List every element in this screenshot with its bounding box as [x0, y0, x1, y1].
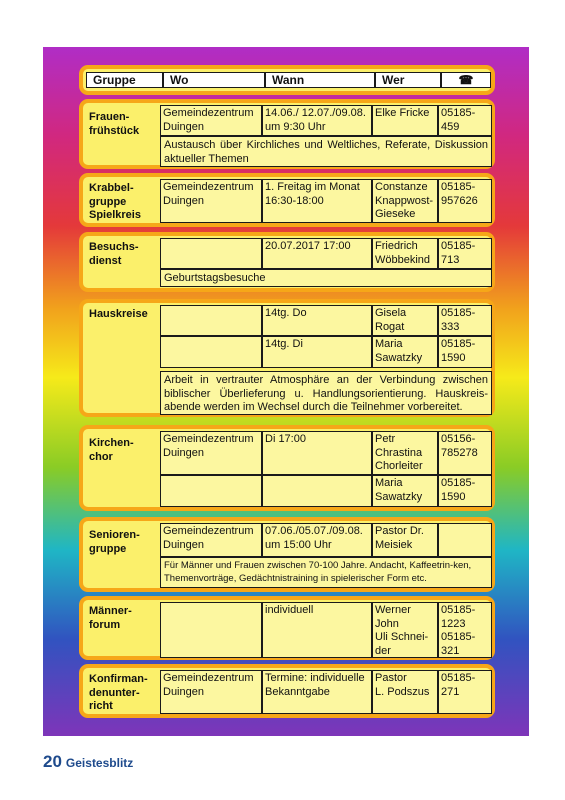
cell-wo: [160, 602, 262, 658]
group-name: Frauen- frühstück: [89, 111, 140, 137]
cell-wer: Gisela Rogat: [372, 305, 438, 336]
header-wann: Wann: [265, 72, 375, 88]
group-frauenfruehstueck: [79, 99, 495, 169]
group-seniorengruppe: [79, 517, 495, 592]
cell-wer: Maria Sawatzky: [372, 336, 438, 368]
table-row: [160, 431, 492, 475]
cell-wer: Pastor L. Podszus: [372, 670, 438, 714]
cell-wo: Gemeindezentrum Duingen: [160, 431, 262, 475]
cell-wer: Elke Fricke: [372, 105, 438, 136]
group-name: Kirchen- chor: [89, 437, 134, 463]
telephone-icon: ☎: [441, 72, 491, 88]
cell-tel: 05185- 459: [438, 105, 492, 136]
cell-wo: [160, 336, 262, 368]
group-name: Hauskreise: [89, 308, 148, 320]
group-hauskreise: [79, 299, 495, 417]
table-row: [160, 336, 492, 368]
cell-wer: Pastor Dr. Meisiek: [372, 523, 438, 557]
cell-wo: [160, 238, 262, 269]
cell-wann: 20.07.2017 17:00: [262, 238, 372, 269]
page-footer: [43, 752, 133, 772]
group-konfirmandenunterricht: [79, 664, 495, 718]
cell-tel: 05156- 785278: [438, 431, 492, 475]
cell-wo: Gemeindezentrum Duingen: [160, 670, 262, 714]
cell-tel: 05185- 1590: [438, 336, 492, 368]
table-row: [160, 238, 492, 269]
cell-tel: 05185- 271: [438, 670, 492, 714]
table-row: [160, 475, 492, 507]
cell-wann: [262, 475, 372, 507]
table-header: [79, 65, 495, 95]
cell-wann: 14tg. Di: [262, 336, 372, 368]
cell-tel: 05185- 713: [438, 238, 492, 269]
group-name: Senioren- gruppe: [89, 529, 140, 555]
header-wo: Wo: [163, 72, 265, 88]
group-besuchsdienst: [79, 232, 495, 292]
table-row: [160, 602, 492, 658]
cell-wer: Constanze Knappwost- Gieseke: [372, 179, 438, 223]
cell-wann: Termine: individuelle Bekanntgabe: [262, 670, 372, 714]
cell-wann: 14tg. Do: [262, 305, 372, 336]
cell-wo: Gemeindezentrum Duingen: [160, 179, 262, 223]
cell-wann: Di 17:00: [262, 431, 372, 475]
cell-wer: Petr Chrastina Chorleiter: [372, 431, 438, 475]
cell-wo: Gemeindezentrum Duingen: [160, 523, 262, 557]
cell-wer: Werner John Uli Schnei- der: [372, 602, 438, 658]
program-poster: [43, 47, 529, 736]
group-description: Geburtstagsbesuche: [160, 269, 492, 287]
header-wer: Wer: [375, 72, 441, 88]
group-maennerforum: [79, 596, 495, 660]
cell-tel: 05185- 333: [438, 305, 492, 336]
page-number: 20: [43, 752, 62, 771]
cell-tel: 05185- 1223 05185- 321: [438, 602, 492, 658]
cell-wann: 07.06./05.07./09.08. um 15:00 Uhr: [262, 523, 372, 557]
cell-wann: individuell: [262, 602, 372, 658]
group-name: Konfirman- denunter- richt: [89, 673, 148, 712]
magazine-title: Geistesblitz: [65, 756, 134, 770]
group-name: Besuchs- dienst: [89, 241, 139, 267]
header-gruppe: Gruppe: [86, 72, 163, 88]
group-description: Austausch über Kirchliches und Weltliches, Referate, Diskussion aktueller Themen: [160, 136, 492, 167]
cell-tel: 05185- 1590: [438, 475, 492, 507]
cell-wo: [160, 305, 262, 336]
cell-wann: 1. Freitag im Monat 16:30-18:00: [262, 179, 372, 223]
group-krabbelgruppe: [79, 173, 495, 227]
cell-wer: Maria Sawatzky: [372, 475, 438, 507]
cell-wer: Friedrich Wöbbekind: [372, 238, 438, 269]
group-name: Männer- forum: [89, 605, 132, 631]
table-row: [160, 523, 492, 557]
table-row: [160, 179, 492, 223]
group-kirchenchor: [79, 425, 495, 511]
cell-wo: [160, 475, 262, 507]
cell-tel: [438, 523, 492, 557]
cell-wo: Gemeindezentrum Duingen: [160, 105, 262, 136]
cell-tel: 05185- 957626: [438, 179, 492, 223]
cell-wann: 14.06./ 12.07./09.08. um 9:30 Uhr: [262, 105, 372, 136]
table-row: [160, 670, 492, 714]
group-description: Für Männer und Frauen zwischen 70-100 Jahre. Andacht, Kaffeetrin-ken, Themenvorträge, Gedächtnistraining in spielerischer Form etc.: [160, 557, 492, 588]
group-name: Krabbel- gruppe Spielkreis: [89, 182, 141, 221]
group-description: Arbeit in vertrauter Atmosphäre an der Verbindung zwischen biblischer Überlieferung u. Handlungsorientierung. Hauskreis-abende werden im Wechsel durch die Teilnehmer vorbereitet.: [160, 371, 492, 415]
table-row: [160, 305, 492, 336]
table-row: [160, 105, 492, 136]
